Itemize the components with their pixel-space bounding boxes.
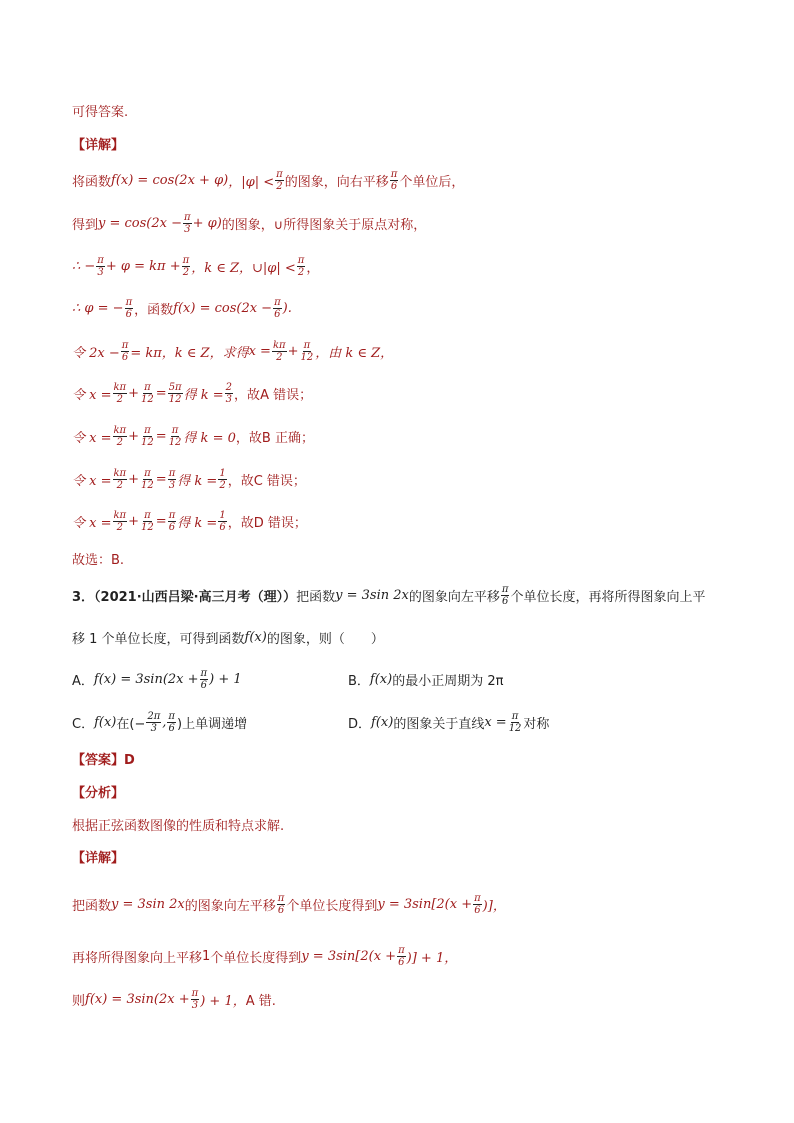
math: y = cos(2x −	[98, 215, 182, 231]
fraction: $\frac{5\pi}{12}$	[168, 381, 182, 405]
text: 对称	[523, 716, 550, 732]
text: 【详解】	[72, 850, 125, 866]
math: f(x)	[244, 629, 267, 645]
text: 可得答案.	[72, 104, 129, 120]
math: f(x) = cos(2x −	[173, 300, 273, 316]
text: 的图象，则（ ）	[266, 631, 384, 647]
text-line	[72, 336, 393, 366]
math: + φ = kπ +	[105, 258, 181, 274]
math: ，|φ| <	[228, 174, 275, 190]
option-label: D．	[348, 716, 372, 732]
math: +	[128, 471, 140, 487]
math: =	[155, 428, 167, 444]
answer-line	[72, 743, 135, 773]
fraction: $\frac{k\pi}{2}$	[113, 424, 127, 448]
fraction: $\frac{\pi}{2}$	[182, 254, 190, 278]
text: 个单位后，	[399, 174, 465, 190]
math: +	[128, 513, 140, 529]
text-line	[72, 506, 307, 536]
fraction: $\frac{\pi}{6}$	[121, 339, 129, 363]
fraction: $\frac{\pi}{6}$	[168, 509, 176, 533]
fraction: $\frac{\pi}{3}$	[97, 254, 104, 278]
text-line	[72, 809, 284, 839]
math: =	[155, 513, 167, 529]
fraction: $\frac{\pi}{3}$	[191, 987, 199, 1011]
option-label: A．	[72, 673, 94, 689]
math: ).	[282, 300, 292, 316]
fraction: $\frac{\pi}{6}$	[398, 944, 405, 968]
fraction: $\frac{\pi}{12}$	[300, 339, 314, 363]
math: f(x)	[369, 671, 393, 687]
text: C 错误；	[253, 473, 306, 489]
fraction: $\frac{\pi}{12}$	[141, 424, 154, 448]
math: +	[128, 428, 140, 444]
text: 的图象向左平移	[184, 898, 276, 914]
question-line	[72, 622, 384, 652]
text-line	[72, 941, 457, 971]
math: ∴ −	[72, 258, 96, 274]
question-line	[72, 580, 705, 610]
fraction: $\frac{\pi}{6}$	[390, 168, 398, 192]
text-line	[72, 889, 506, 919]
math: ∴ φ = −	[72, 300, 124, 316]
text: 根据正弦函数图像的性质和特点求解.	[72, 818, 285, 834]
fraction: $\frac{\pi}{3}$	[168, 467, 176, 491]
text: 【答案】D	[72, 752, 135, 768]
option-d	[348, 707, 549, 737]
math: )] + 1，	[406, 950, 458, 966]
fraction: $\frac{\pi}{6}$	[274, 296, 281, 320]
math: =	[155, 385, 167, 401]
math: 得 k = 0	[183, 430, 236, 446]
text-line	[72, 251, 319, 281]
math: 令 x =	[72, 473, 112, 489]
math: + φ)	[192, 215, 222, 231]
section-heading	[72, 128, 124, 158]
text: 个单位长度得到	[210, 950, 302, 966]
math: ) + 1，	[200, 993, 246, 1009]
section-heading	[72, 776, 124, 806]
math: 令 x =	[72, 430, 112, 446]
text: A 错误；	[260, 387, 313, 403]
math: 得 k =	[177, 473, 218, 489]
text: 1	[202, 948, 211, 964]
fraction: $\frac{2}{3}$	[225, 381, 233, 405]
fraction: $\frac{k\pi}{2}$	[113, 509, 127, 533]
text: D 错误；	[253, 515, 307, 531]
option-a	[72, 664, 242, 694]
math: f(x) = 3sin(2x +	[85, 991, 190, 1007]
fraction: $\frac{\pi}{6}$	[501, 583, 509, 607]
math: y = 3sin 2x	[111, 896, 185, 912]
option-c	[72, 707, 247, 737]
text: ，故	[227, 473, 254, 489]
math: x =	[484, 714, 507, 730]
text: A 错.	[245, 993, 276, 1009]
text: 的最小正周期为 2π	[392, 673, 504, 689]
text: 则	[72, 993, 86, 1009]
fraction: $\frac{\pi}{6}$	[200, 667, 208, 691]
text: 个单位长度，再将所得图象向上平	[510, 589, 706, 605]
math: y = 3sin[2(x +	[377, 896, 473, 912]
text-line	[72, 293, 292, 323]
text: 移 1 个单位长度，可得到函数	[72, 631, 245, 647]
fraction: $\frac{1}{6}$	[219, 509, 226, 533]
text: ，故	[235, 430, 262, 446]
text-line	[72, 95, 128, 125]
fraction: $\frac{\pi}{6}$	[125, 296, 133, 320]
math: ) + 1	[209, 671, 242, 687]
text: 故选：B.	[72, 552, 125, 568]
question-source: 3．（2021·山西吕梁·高三月考（理））	[72, 589, 297, 605]
fraction: $\frac{\pi}{2}$	[276, 168, 283, 192]
fraction: $\frac{\pi}{6}$	[168, 710, 175, 734]
text: 的图象，∪所得图象关于原点对称，	[221, 217, 427, 233]
text-line	[72, 165, 464, 195]
text: 个单位长度得到	[286, 898, 378, 914]
text-line	[72, 464, 306, 494]
math: +	[287, 343, 299, 359]
math: f(x) = cos(2x + φ)	[111, 172, 229, 188]
option-label: C．	[72, 716, 95, 732]
fraction: $\frac{\pi}{12}$	[141, 467, 154, 491]
math: ,	[162, 714, 167, 730]
fraction: $\frac{\pi}{12}$	[508, 710, 522, 734]
text-line	[72, 208, 426, 238]
text: ，函数	[134, 302, 174, 318]
math: ，由 k ∈ Z，	[315, 345, 394, 361]
fraction: $\frac{\pi}{3}$	[184, 211, 191, 235]
math: 得 k =	[177, 515, 218, 531]
fraction: $\frac{\pi}{6}$	[474, 892, 481, 916]
fraction: $\frac{\pi}{12}$	[168, 424, 182, 448]
text: 【分析】	[72, 785, 125, 801]
math: +	[128, 385, 140, 401]
text: 的图象关于直线	[393, 716, 485, 732]
math: 令 x =	[72, 515, 112, 531]
text: 【详解】	[72, 137, 125, 153]
text: 把函数	[72, 898, 112, 914]
math: = kπ，k ∈ Z，求得	[130, 345, 249, 361]
fraction: $\frac{\pi}{12}$	[141, 509, 154, 533]
math: ，k ∈ Z，∪|φ| <	[191, 260, 296, 276]
math: 令 2x −	[72, 345, 120, 361]
math: )]，	[482, 898, 506, 914]
math: f(x) = 3sin(2x +	[93, 671, 199, 687]
text: 再将所得图象向上平移	[72, 950, 203, 966]
text: )上单调递增	[177, 716, 248, 732]
option-b	[348, 664, 503, 694]
fraction: $\frac{1}{2}$	[219, 467, 226, 491]
fraction: $\frac{\pi}{12}$	[141, 381, 154, 405]
section-heading	[72, 841, 124, 871]
fraction: $\frac{k\pi}{2}$	[272, 339, 286, 363]
math: 令 x =	[72, 387, 112, 403]
text: ，故	[227, 515, 254, 531]
math: f(x)	[371, 714, 394, 730]
math: f(x)	[94, 714, 117, 730]
math: =	[155, 471, 167, 487]
text: 的图象，向右平移	[284, 174, 389, 190]
text: 将函数	[72, 174, 112, 190]
math: y = 3sin 2x	[335, 587, 409, 603]
fraction: $\frac{k\pi}{2}$	[113, 381, 127, 405]
text: ，	[306, 260, 320, 276]
text: ，故	[234, 387, 261, 403]
math: x =	[248, 343, 271, 359]
fraction: $\frac{2\pi}{3}$	[147, 710, 161, 734]
option-label: B．	[348, 673, 370, 689]
text-line	[72, 543, 124, 573]
text-line	[72, 421, 314, 451]
fraction: $\frac{\pi}{2}$	[297, 254, 305, 278]
text: 把函数	[296, 589, 336, 605]
text: 得到	[72, 217, 99, 233]
fraction: $\frac{\pi}{6}$	[277, 892, 285, 916]
text: 在(−	[116, 716, 146, 732]
math: y = 3sin[2(x +	[301, 948, 397, 964]
math: 得 k =	[183, 387, 224, 403]
text-line	[72, 984, 276, 1014]
text: 的图象向左平移	[408, 589, 500, 605]
text-line	[72, 378, 312, 408]
text: B 正确；	[261, 430, 314, 446]
fraction: $\frac{k\pi}{2}$	[113, 467, 127, 491]
